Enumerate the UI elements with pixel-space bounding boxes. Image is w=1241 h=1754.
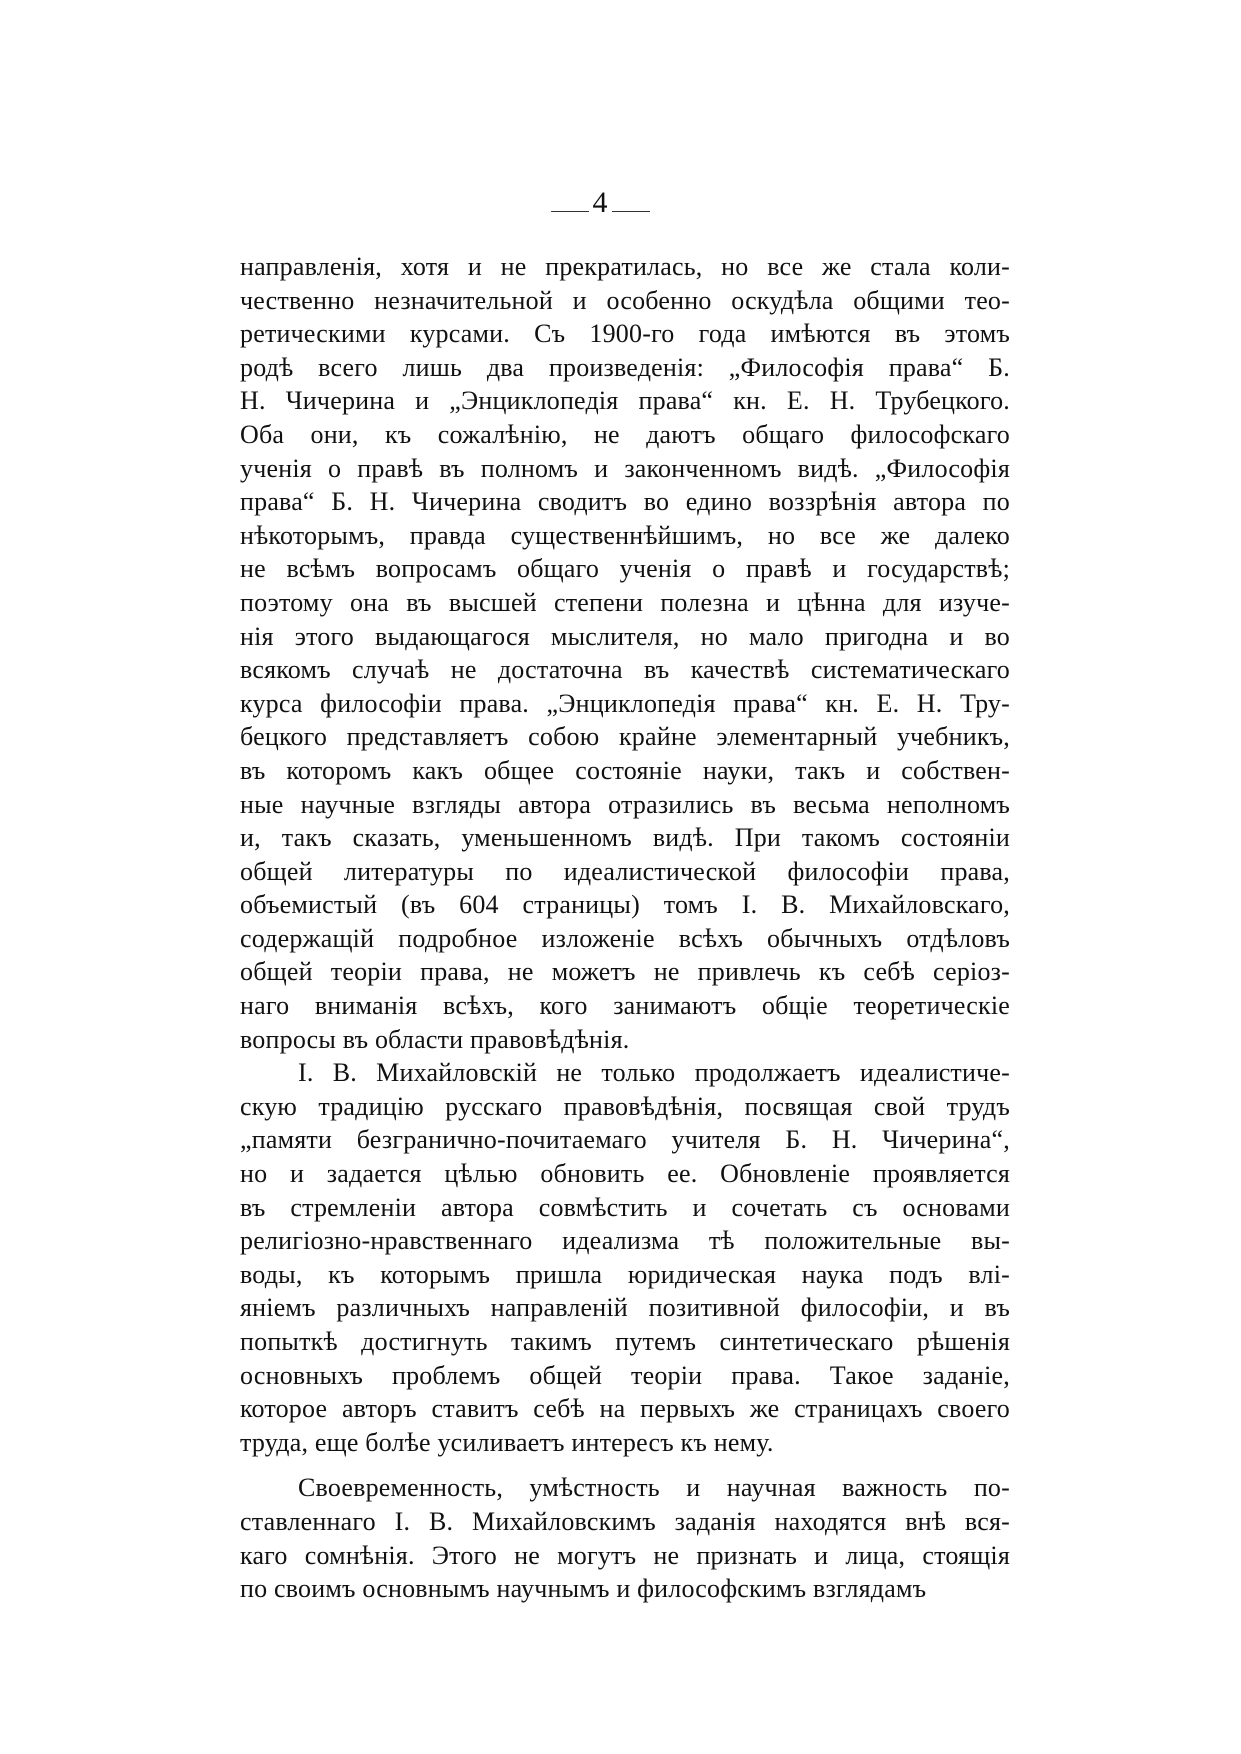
text-line: ученія о правѣ въ полномъ и законченномъ видѣ. „Философія	[240, 453, 1010, 483]
text-line: наго вниманія всѣхъ, кого занимаютъ общіе теоретическіе	[240, 991, 1010, 1021]
text-line: въ которомъ какъ общее состояніе науки, такъ и собствен-	[240, 755, 1010, 785]
text-line: чественно незначительной и особенно оскудѣла общими тео-	[240, 285, 1010, 315]
text-line: по своимъ основнымъ научнымъ и философскимъ взглядамъ	[240, 1574, 927, 1604]
text-line: въ стремленіи автора совмѣстить и сочетать съ основами	[240, 1192, 1010, 1222]
text-line: І. В. Михайловскій не только продолжаетъ идеалистиче-	[298, 1058, 1010, 1088]
text-line: ставленнаго І. В. Михайловскимъ заданія находятся внѣ вся-	[240, 1506, 1010, 1536]
paragraph	[240, 250, 1010, 1056]
text-line: скую традицію русскаго правовѣдѣнія, посвящая свой трудъ	[240, 1091, 1010, 1121]
paragraph-gap	[240, 1459, 1010, 1471]
text-line: и, такъ сказать, уменьшенномъ видѣ. При такомъ состояніи	[240, 823, 1010, 853]
text-line: Своевременность, умѣстность и научная важность по-	[298, 1473, 1010, 1503]
text-line: нѣкоторымъ, правда существеннѣйшимъ, но все же далеко	[240, 520, 1010, 550]
page-number-value: 4	[592, 186, 608, 219]
text-line: основныхъ проблемъ общей теоріи права. Такое заданіе,	[240, 1360, 1010, 1390]
text-line: вопросы въ области правовѣдѣнія.	[240, 1024, 630, 1054]
rule-right	[612, 211, 650, 212]
text-line: Н. Чичерина и „Энциклопедія права“ кн. Е. Н. Трубецкого.	[240, 386, 1010, 416]
paragraph	[240, 1471, 1010, 1605]
text-line: ные научные взгляды автора отразились въ весьма неполномъ	[240, 789, 1010, 819]
text-line: всякомъ случаѣ не достаточна въ качествѣ систематическаго	[240, 655, 1010, 685]
text-line: „памяти безгранично-почитаемаго учителя Б. Н. Чичерина“,	[240, 1125, 1010, 1155]
text-line: родѣ всего лишь два произведенія: „Философія права“ Б.	[240, 352, 1010, 382]
text-line: ретическими курсами. Съ 1900-го года имѣются въ этомъ	[240, 319, 1010, 349]
text-line: нія этого выдающагося мыслителя, но мало пригодна и во	[240, 621, 1010, 651]
text-line: общей теоріи права, не можетъ не привлечь къ себѣ серіоз-	[240, 957, 1010, 987]
text-line: содержащій подробное изложеніе всѣхъ обычныхъ отдѣловъ	[240, 923, 1010, 953]
text-line: объемистый (въ 604 страницы) томъ І. В. Михайловскаго,	[240, 890, 1010, 920]
body-text	[240, 250, 1010, 1606]
text-line: права“ Б. Н. Чичерина сводитъ во едино воззрѣнія автора по	[240, 487, 1010, 517]
text-line: бецкого представляетъ собою крайне элементарный учебникъ,	[240, 722, 1010, 752]
text-line: яніемъ различныхъ направленій позитивной философіи, и въ	[240, 1293, 1010, 1323]
text-line: труда, еще болѣе усиливаетъ интересъ къ нему.	[240, 1427, 774, 1457]
text-line: попыткѣ достигнуть такимъ путемъ синтетическаго рѣшенія	[240, 1327, 1010, 1356]
text-line: воды, къ которымъ пришла юридическая наука подъ влі-	[240, 1259, 1010, 1289]
paragraph	[240, 1056, 1010, 1459]
text-line: религіозно-нравственнаго идеализма тѣ положительные вы-	[240, 1226, 1010, 1256]
text-line: направленія, хотя и не прекратилась, но все же стала коли-	[240, 252, 1010, 281]
text-line: которое авторъ ставитъ себѣ на первыхъ же страницахъ своего	[240, 1394, 1010, 1424]
text-line: каго сомнѣнія. Этого не могутъ не признать и лица, стоящія	[240, 1540, 1010, 1570]
text-line: общей литературы по идеалистической философіи права,	[240, 856, 1010, 886]
page-number	[540, 188, 660, 218]
text-line: Оба они, къ сожалѣнію, не даютъ общаго философскаго	[240, 419, 1010, 449]
text-line: поэтому она въ высшей степени полезна и цѣнна для изуче-	[240, 587, 1010, 617]
rule-left	[551, 211, 589, 212]
text-line: но и задается цѣлью обновить ее. Обновленіе проявляется	[240, 1159, 1010, 1189]
text-line: курса философіи права. „Энциклопедія права“ кн. Е. Н. Тру-	[240, 688, 1010, 718]
text-line: не всѣмъ вопросамъ общаго ученія о правѣ и государствѣ;	[240, 554, 1010, 584]
